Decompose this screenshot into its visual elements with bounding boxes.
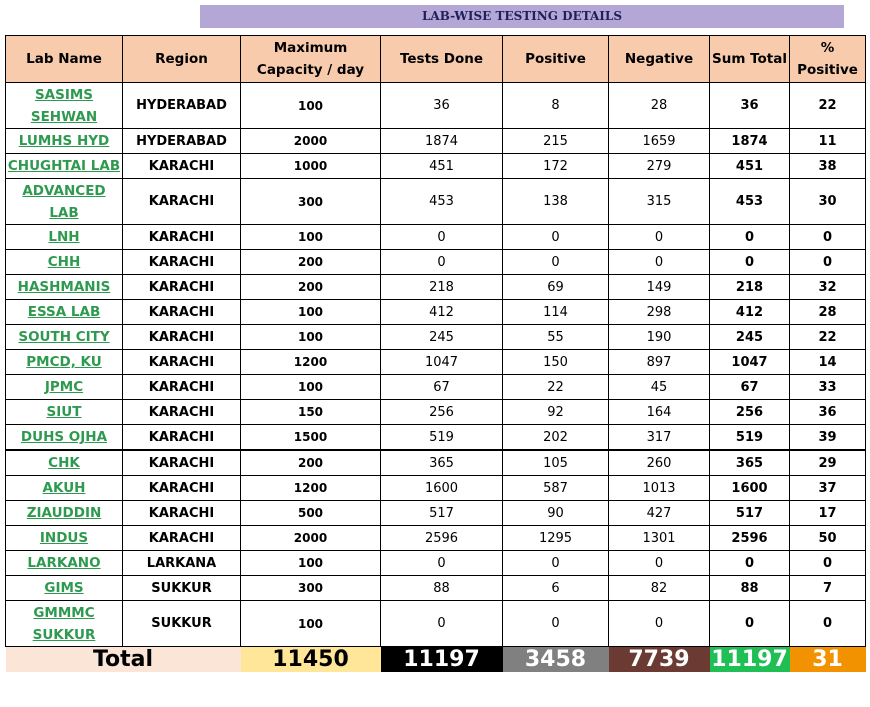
negative-cell: 1301 xyxy=(609,526,710,551)
region-cell: KARACHI xyxy=(123,154,241,179)
lab-link[interactable] xyxy=(18,276,111,298)
lab-link[interactable] xyxy=(22,180,105,224)
capacity-cell: 1200 xyxy=(241,350,381,375)
lab-testing-table xyxy=(5,35,866,672)
positive-cell: 1295 xyxy=(503,526,609,551)
lab-name-cell xyxy=(6,129,123,154)
negative-cell: 317 xyxy=(609,425,710,451)
lab-name-cell xyxy=(6,179,123,225)
sum-total-cell: 2596 xyxy=(710,526,790,551)
pct-positive-cell: 0 xyxy=(790,225,866,250)
negative-cell: 260 xyxy=(609,450,710,476)
pct-positive-cell: 7 xyxy=(790,576,866,601)
region-cell: KARACHI xyxy=(123,375,241,400)
table-row xyxy=(6,551,866,576)
lab-link[interactable] xyxy=(19,130,110,152)
header-region: Region xyxy=(123,36,241,83)
pct-positive-cell: 0 xyxy=(790,250,866,275)
lab-name-line: CHK xyxy=(48,455,80,471)
total-capacity: 11450 xyxy=(241,647,381,673)
lab-name-line: LNH xyxy=(48,229,80,245)
header-pct-positive xyxy=(790,36,866,83)
sum-total-cell: 245 xyxy=(710,325,790,350)
tests-done-cell: 256 xyxy=(381,400,503,425)
pct-positive-cell: 50 xyxy=(790,526,866,551)
tests-done-cell: 0 xyxy=(381,225,503,250)
negative-cell: 149 xyxy=(609,275,710,300)
region-cell: KARACHI xyxy=(123,526,241,551)
lab-name-cell xyxy=(6,375,123,400)
tests-done-cell: 1600 xyxy=(381,476,503,501)
total-row xyxy=(6,647,866,673)
sum-total-cell: 517 xyxy=(710,501,790,526)
sum-total-cell: 412 xyxy=(710,300,790,325)
capacity-cell: 150 xyxy=(241,400,381,425)
table-row xyxy=(6,225,866,250)
pct-positive-cell: 32 xyxy=(790,275,866,300)
pct-positive-cell: 22 xyxy=(790,83,866,129)
positive-cell: 215 xyxy=(503,129,609,154)
table-row xyxy=(6,300,866,325)
capacity-cell: 100 xyxy=(241,83,381,129)
lab-link[interactable] xyxy=(27,502,102,524)
capacity-cell: 300 xyxy=(241,179,381,225)
table-row xyxy=(6,526,866,551)
table-title: LAB-WISE TESTING DETAILS xyxy=(200,5,844,28)
lab-link[interactable] xyxy=(27,552,100,574)
pct-positive-cell: 17 xyxy=(790,501,866,526)
table-row xyxy=(6,350,866,375)
region-cell: KARACHI xyxy=(123,450,241,476)
tests-done-cell: 451 xyxy=(381,154,503,179)
pct-positive-cell: 30 xyxy=(790,179,866,225)
lab-name-cell xyxy=(6,450,123,476)
region-cell: HYDERABAD xyxy=(123,83,241,129)
tests-done-cell: 1874 xyxy=(381,129,503,154)
tests-done-cell: 88 xyxy=(381,576,503,601)
capacity-cell: 100 xyxy=(241,375,381,400)
negative-cell: 0 xyxy=(609,250,710,275)
lab-name-cell xyxy=(6,275,123,300)
negative-cell: 28 xyxy=(609,83,710,129)
region-cell: SUKKUR xyxy=(123,601,241,647)
sum-total-cell: 0 xyxy=(710,551,790,576)
negative-cell: 279 xyxy=(609,154,710,179)
sum-total-cell: 256 xyxy=(710,400,790,425)
lab-name-cell xyxy=(6,476,123,501)
lab-link[interactable] xyxy=(33,602,96,646)
header-negative: Negative xyxy=(609,36,710,83)
region-cell: KARACHI xyxy=(123,250,241,275)
lab-name-cell xyxy=(6,400,123,425)
lab-link[interactable] xyxy=(47,401,82,423)
lab-name-line: JPMC xyxy=(44,379,84,395)
capacity-cell: 100 xyxy=(241,601,381,647)
sum-total-cell: 1047 xyxy=(710,350,790,375)
sum-total-cell: 0 xyxy=(710,601,790,647)
positive-cell: 92 xyxy=(503,400,609,425)
sum-total-cell: 0 xyxy=(710,225,790,250)
region-cell: KARACHI xyxy=(123,350,241,375)
total-positive: 3458 xyxy=(503,647,609,673)
positive-cell: 202 xyxy=(503,425,609,451)
region-cell: KARACHI xyxy=(123,300,241,325)
tests-done-cell: 2596 xyxy=(381,526,503,551)
pct-positive-cell: 33 xyxy=(790,375,866,400)
lab-name-line: PMCD, KU xyxy=(26,354,102,370)
lab-name-line: GIMS xyxy=(44,580,84,596)
lab-link[interactable] xyxy=(26,351,101,373)
capacity-cell: 200 xyxy=(241,250,381,275)
sum-total-cell: 453 xyxy=(710,179,790,225)
pct-positive-cell: 36 xyxy=(790,400,866,425)
table-body xyxy=(6,83,866,647)
pct-positive-cell: 14 xyxy=(790,350,866,375)
region-cell: LARKANA xyxy=(123,551,241,576)
positive-cell: 172 xyxy=(503,154,609,179)
lab-name-line: ZIAUDDIN xyxy=(26,505,102,521)
lab-name-line: ADVANCED xyxy=(22,182,106,199)
table-row xyxy=(6,501,866,526)
lab-name-line: CHUGHTAI LAB xyxy=(7,158,121,174)
pct-positive-cell: 39 xyxy=(790,425,866,451)
header-pct-line1: % xyxy=(820,40,835,56)
lab-name-line: HASHMANIS xyxy=(17,279,111,295)
pct-positive-cell: 0 xyxy=(790,551,866,576)
positive-cell: 114 xyxy=(503,300,609,325)
table-row xyxy=(6,400,866,425)
table-row xyxy=(6,476,866,501)
table-row xyxy=(6,83,866,129)
negative-cell: 0 xyxy=(609,225,710,250)
lab-name-cell xyxy=(6,300,123,325)
table-row xyxy=(6,154,866,179)
lab-name-line: INDUS xyxy=(39,530,89,546)
negative-cell: 1013 xyxy=(609,476,710,501)
tests-done-cell: 412 xyxy=(381,300,503,325)
positive-cell: 6 xyxy=(503,576,609,601)
positive-cell: 150 xyxy=(503,350,609,375)
tests-done-cell: 453 xyxy=(381,179,503,225)
header-positive: Positive xyxy=(503,36,609,83)
capacity-cell: 2000 xyxy=(241,129,381,154)
pct-positive-cell: 38 xyxy=(790,154,866,179)
region-cell: KARACHI xyxy=(123,400,241,425)
header-sum-total: Sum Total xyxy=(710,36,790,83)
positive-cell: 0 xyxy=(503,250,609,275)
table-row xyxy=(6,601,866,647)
positive-cell: 587 xyxy=(503,476,609,501)
lab-name-line: SASIMS xyxy=(34,86,94,103)
capacity-cell: 100 xyxy=(241,225,381,250)
lab-name-cell xyxy=(6,551,123,576)
lab-name-line: SIUT xyxy=(46,404,82,420)
header-capacity-line2: Capacity / day xyxy=(256,62,365,78)
total-label: Total xyxy=(6,647,241,673)
negative-cell: 897 xyxy=(609,350,710,375)
capacity-cell: 200 xyxy=(241,450,381,476)
sum-total-cell: 1600 xyxy=(710,476,790,501)
negative-cell: 82 xyxy=(609,576,710,601)
sum-total-cell: 519 xyxy=(710,425,790,451)
tests-done-cell: 1047 xyxy=(381,350,503,375)
negative-cell: 427 xyxy=(609,501,710,526)
lab-name-cell xyxy=(6,325,123,350)
lab-link[interactable] xyxy=(8,155,120,177)
tests-done-cell: 0 xyxy=(381,551,503,576)
negative-cell: 164 xyxy=(609,400,710,425)
positive-cell: 0 xyxy=(503,225,609,250)
lab-name-line: LUMHS HYD xyxy=(18,133,110,149)
table-row xyxy=(6,325,866,350)
positive-cell: 69 xyxy=(503,275,609,300)
tests-done-cell: 0 xyxy=(381,250,503,275)
lab-link[interactable] xyxy=(40,527,88,549)
negative-cell: 1659 xyxy=(609,129,710,154)
lab-link[interactable] xyxy=(48,226,79,248)
total-pct-positive: 31 xyxy=(790,647,866,673)
pct-positive-cell: 11 xyxy=(790,129,866,154)
lab-link[interactable] xyxy=(45,376,83,398)
capacity-cell: 1500 xyxy=(241,425,381,451)
lab-name-cell xyxy=(6,425,123,451)
lab-link[interactable] xyxy=(18,326,109,348)
region-cell: KARACHI xyxy=(123,179,241,225)
lab-name-line: SUKKUR xyxy=(32,626,96,643)
tests-done-cell: 245 xyxy=(381,325,503,350)
total-negative: 7739 xyxy=(609,647,710,673)
sum-total-cell: 88 xyxy=(710,576,790,601)
tests-done-cell: 218 xyxy=(381,275,503,300)
region-cell: KARACHI xyxy=(123,225,241,250)
lab-link[interactable] xyxy=(28,301,101,323)
positive-cell: 0 xyxy=(503,601,609,647)
pct-positive-cell: 0 xyxy=(790,601,866,647)
table-row xyxy=(6,275,866,300)
lab-name-line: AKUH xyxy=(42,480,86,496)
lab-name-line: GMMMC xyxy=(33,604,95,621)
positive-cell: 90 xyxy=(503,501,609,526)
table-row xyxy=(6,250,866,275)
tests-done-cell: 0 xyxy=(381,601,503,647)
negative-cell: 0 xyxy=(609,551,710,576)
lab-name-cell xyxy=(6,576,123,601)
header-row xyxy=(6,36,866,83)
tests-done-cell: 67 xyxy=(381,375,503,400)
lab-name-cell xyxy=(6,526,123,551)
lab-link[interactable] xyxy=(31,84,97,128)
negative-cell: 298 xyxy=(609,300,710,325)
negative-cell: 45 xyxy=(609,375,710,400)
sum-total-cell: 36 xyxy=(710,83,790,129)
capacity-cell: 100 xyxy=(241,551,381,576)
sum-total-cell: 0 xyxy=(710,250,790,275)
lab-name-cell xyxy=(6,501,123,526)
lab-link[interactable] xyxy=(48,452,80,474)
lab-name-cell xyxy=(6,154,123,179)
header-pct-line2: Positive xyxy=(797,62,858,78)
region-cell: SUKKUR xyxy=(123,576,241,601)
region-cell: HYDERABAD xyxy=(123,129,241,154)
lab-name-line: SOUTH CITY xyxy=(18,329,110,345)
table-row xyxy=(6,375,866,400)
pct-positive-cell: 28 xyxy=(790,300,866,325)
capacity-cell: 300 xyxy=(241,576,381,601)
capacity-cell: 100 xyxy=(241,325,381,350)
sum-total-cell: 67 xyxy=(710,375,790,400)
sum-total-cell: 451 xyxy=(710,154,790,179)
negative-cell: 190 xyxy=(609,325,710,350)
capacity-cell: 1000 xyxy=(241,154,381,179)
header-lab-name: Lab Name xyxy=(6,36,123,83)
capacity-cell: 2000 xyxy=(241,526,381,551)
tests-done-cell: 36 xyxy=(381,83,503,129)
positive-cell: 138 xyxy=(503,179,609,225)
header-capacity-line1: Maximum xyxy=(273,40,348,56)
region-cell: KARACHI xyxy=(123,425,241,451)
negative-cell: 315 xyxy=(609,179,710,225)
positive-cell: 105 xyxy=(503,450,609,476)
tests-done-cell: 519 xyxy=(381,425,503,451)
region-cell: KARACHI xyxy=(123,275,241,300)
lab-name-line: CHH xyxy=(47,254,81,270)
table-row xyxy=(6,576,866,601)
positive-cell: 0 xyxy=(503,551,609,576)
pct-positive-cell: 22 xyxy=(790,325,866,350)
sum-total-cell: 1874 xyxy=(710,129,790,154)
table-row xyxy=(6,129,866,154)
total-sum: 11197 xyxy=(711,647,788,672)
table-row xyxy=(6,179,866,225)
lab-name-cell xyxy=(6,225,123,250)
lab-name-line: DUHS OJHA xyxy=(20,429,108,445)
capacity-cell: 500 xyxy=(241,501,381,526)
negative-cell: 0 xyxy=(609,601,710,647)
region-cell: KARACHI xyxy=(123,325,241,350)
total-tests-done: 11197 xyxy=(381,647,503,673)
positive-cell: 55 xyxy=(503,325,609,350)
lab-link[interactable] xyxy=(43,477,86,499)
capacity-cell: 100 xyxy=(241,300,381,325)
positive-cell: 22 xyxy=(503,375,609,400)
lab-name-cell xyxy=(6,250,123,275)
region-cell: KARACHI xyxy=(123,501,241,526)
header-tests-done: Tests Done xyxy=(381,36,503,83)
lab-name-line: LAB xyxy=(49,204,79,221)
tests-done-cell: 365 xyxy=(381,450,503,476)
header-capacity xyxy=(241,36,381,83)
positive-cell: 8 xyxy=(503,83,609,129)
lab-name-line: SEHWAN xyxy=(30,108,98,125)
sum-total-cell: 218 xyxy=(710,275,790,300)
lab-link[interactable] xyxy=(48,251,81,273)
region-cell: KARACHI xyxy=(123,476,241,501)
lab-link[interactable] xyxy=(21,426,107,448)
pct-positive-cell: 37 xyxy=(790,476,866,501)
pct-positive-cell: 29 xyxy=(790,450,866,476)
lab-name-line: LARKANO xyxy=(27,555,101,571)
table-row xyxy=(6,450,866,476)
lab-name-line: ESSA LAB xyxy=(27,304,101,320)
table-row xyxy=(6,425,866,451)
lab-name-cell xyxy=(6,83,123,129)
tests-done-cell: 517 xyxy=(381,501,503,526)
capacity-cell: 200 xyxy=(241,275,381,300)
lab-name-cell xyxy=(6,350,123,375)
capacity-cell: 1200 xyxy=(241,476,381,501)
sum-total-cell: 365 xyxy=(710,450,790,476)
lab-link[interactable] xyxy=(44,577,83,599)
lab-name-cell xyxy=(6,601,123,647)
